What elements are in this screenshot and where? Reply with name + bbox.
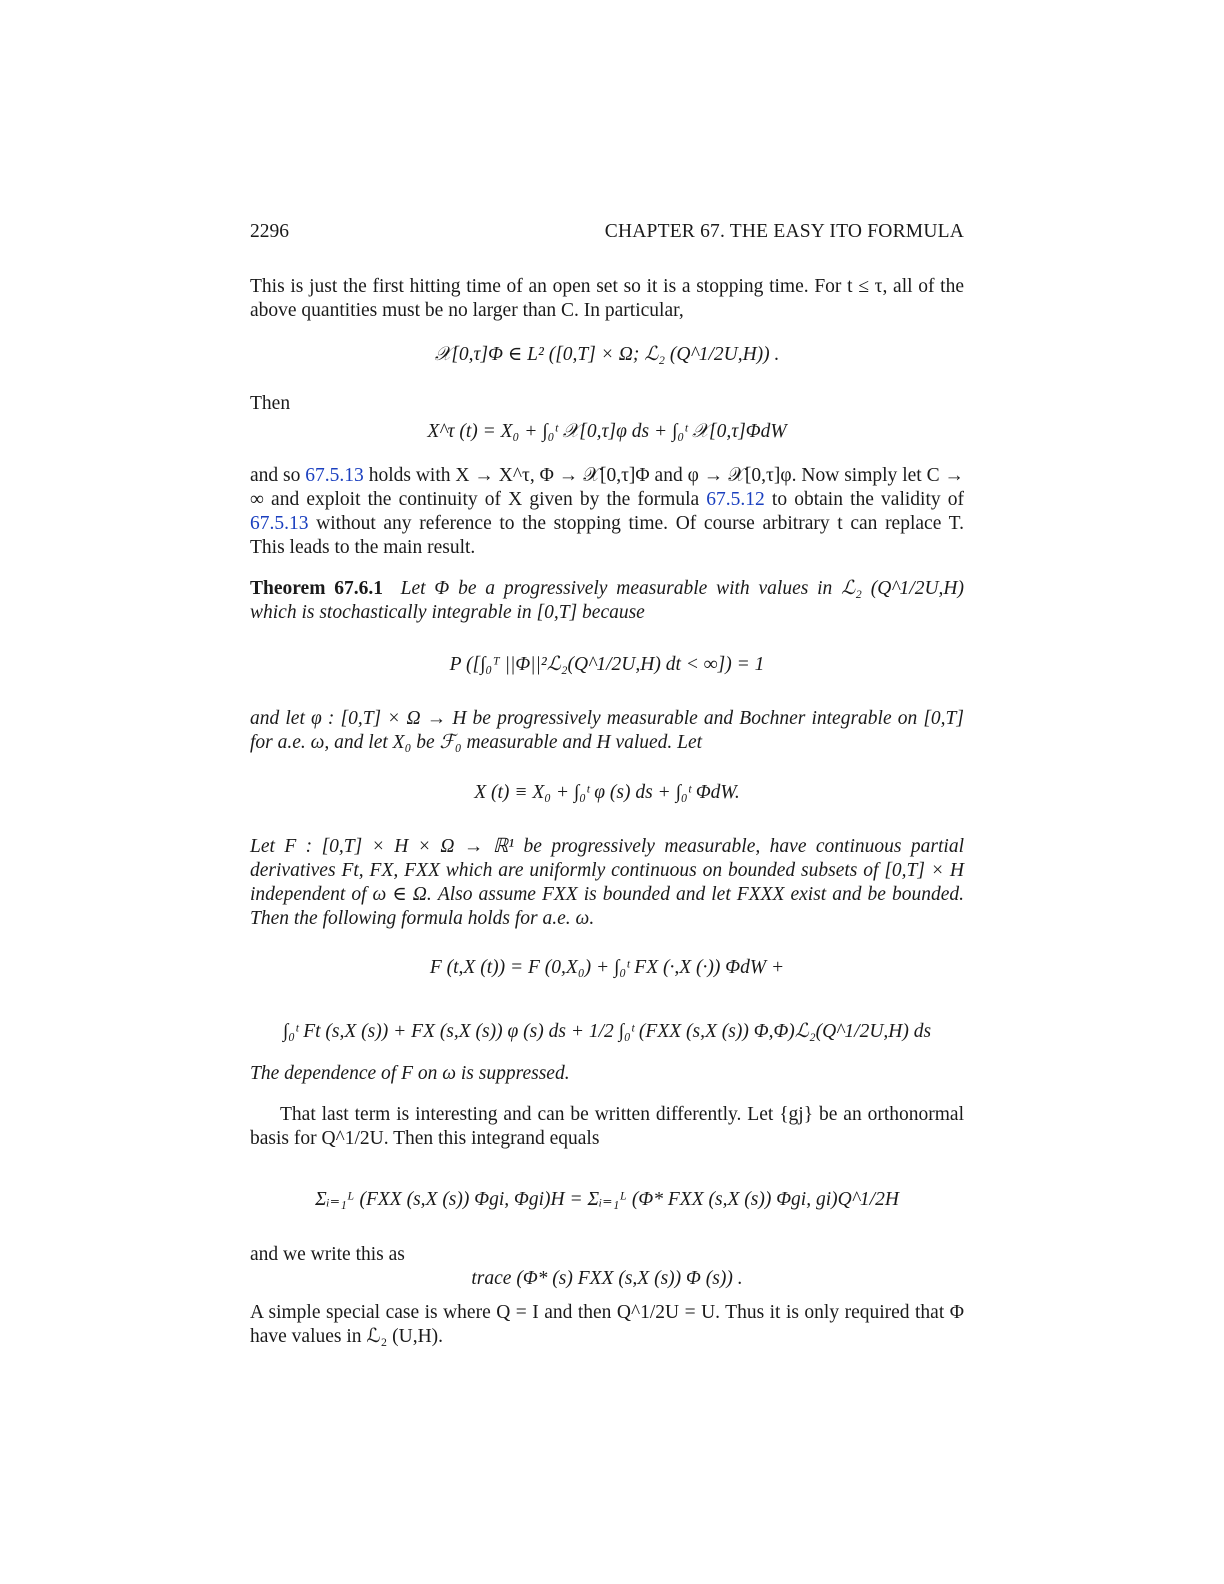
equation-integrability: P ([∫₀ᵀ ||Φ||²ℒ₂(Q^1/2U,H) dt < ∞]) = 1 (449, 654, 765, 675)
equation-ref-67-5-12[interactable]: 67.5.12 (706, 489, 765, 510)
paragraph-special-case: A simple special case is where Q = I and then Q^1/2U = U. Thus it is only required that Φ have values in ℒ₂ (U,H). (250, 1302, 964, 1347)
equation-sum: Σᵢ₌₁ᴸ (FXX (s,X (s)) Φgi, Φgi)H = Σᵢ₌₁ᴸ (Φ* FXX (s,X (s)) Φgi, gi)Q^1/2H (315, 1189, 899, 1210)
page (250, 0, 964, 1584)
text-segment: holds with X → X^τ, Φ → 𝒳[0,τ]Φ and φ → 𝒳[0,τ]φ. Now simply let C → ∞ and exploit the continuity of X given by the formula (250, 465, 964, 510)
equation-ito-line-1: F (t,X (t)) = F (0,X₀) + ∫₀ᵗ FX (·,X (·)) ΦdW + (429, 957, 785, 978)
page-number: 2296 (250, 221, 289, 242)
equation-process-x: X (t) ≡ X₀ + ∫₀ᵗ φ (s) ds + ∫₀ᵗ ΦdW. (474, 782, 740, 803)
then-label: Then (250, 393, 291, 414)
page-header (250, 220, 964, 246)
text-segment: and so (250, 465, 306, 486)
equation-stopped-process: X^τ (t) = X₀ + ∫₀ᵗ 𝒳[0,τ]φ ds + ∫₀ᵗ 𝒳[0,τ]ΦdW (427, 421, 787, 442)
theorem-conditions: Let F : [0,T] × H × Ω → ℝ¹ be progressively measurable, have continuous partial derivatives Ft, FX, FXX which are uniformly continuous on bounded subsets of [0,T] × H independent of ω ∈ Ω. Also assume FXX is bounded and let FXXX exist and be bounded. Then the following formula holds for a.e. ω. (250, 836, 964, 929)
paragraph-last-term: That last term is interesting and can be written differently. Let {gj} be an orthonormal basis for Q^1/2U. Then this integrand equals (250, 1104, 964, 1149)
equation-ref-67-5-13[interactable]: 67.5.13 (250, 513, 309, 534)
theorem-label: Theorem 67.6.1 (250, 578, 384, 599)
equation-trace: trace (Φ* (s) FXX (s,X (s)) Φ (s)) . (471, 1268, 743, 1289)
equation-indicator-l2: 𝒳[0,τ]Φ ∈ L² ([0,T] × Ω; ℒ₂ (Q^1/2U,H)) . (434, 344, 780, 365)
paragraph-stopping-time: This is just the first hitting time of an open set so it is a stopping time. For t ≤ τ, all of the above quantities must be no larger than C. In particular, (250, 276, 964, 321)
theorem-intro: Let Φ be a progressively measurable with values in ℒ₂ (Q^1/2U,H) which is stochastically integrable in [0,T] because (250, 578, 965, 623)
write-as-label: and we write this as (250, 1244, 405, 1265)
theorem-remark: The dependence of F on ω is suppressed. (250, 1063, 570, 1084)
equation-ito-line-2: ∫₀ᵗ Ft (s,X (s)) + FX (s,X (s)) φ (s) ds + 1/2 ∫₀ᵗ (FXX (s,X (s)) Φ,Φ)ℒ₂(Q^1/2U,H) ds (282, 1021, 932, 1042)
running-title: CHAPTER 67. THE EASY ITO FORMULA (604, 221, 964, 242)
theorem-hypotheses: and let φ : [0,T] × Ω → H be progressively measurable and Bochner integrable on [0,T] for a.e. ω, and let X₀ be ℱ₀ measurable and H valued. Let (250, 708, 964, 753)
text-segment: without any reference to the stopping time. Of course arbitrary t can replace T. This leads to the main result. (250, 513, 964, 558)
equation-ref-67-5-13[interactable]: 67.5.13 (305, 465, 364, 486)
theorem-statement (250, 577, 964, 625)
paragraph-continuity (250, 464, 964, 560)
text-segment: to obtain the validity of (764, 489, 964, 510)
